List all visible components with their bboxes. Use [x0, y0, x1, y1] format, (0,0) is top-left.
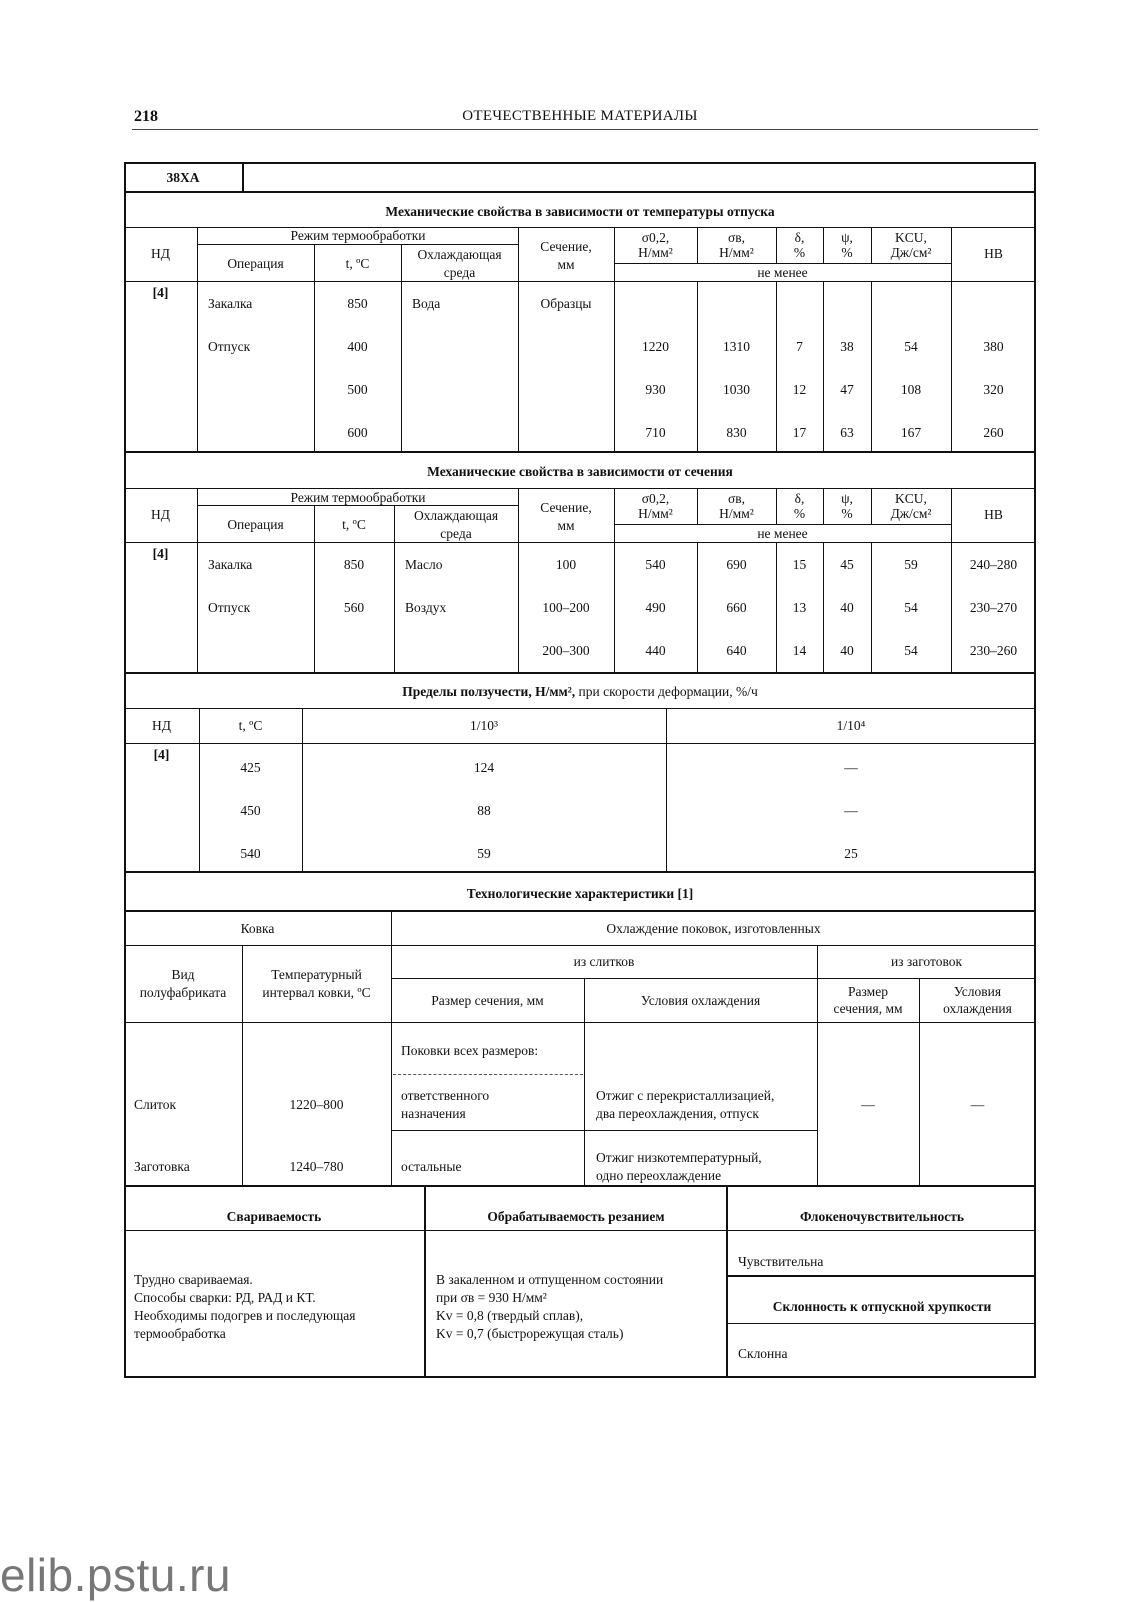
section-title-section: Механические свойства в зависимости от сечения [427, 464, 733, 479]
weld-title: Свариваемость [226, 1209, 322, 1224]
col-kcu: KCU, [895, 230, 927, 245]
table-cell: 320 [983, 382, 1004, 397]
table-cell: Вода [412, 296, 441, 311]
table-cell: Отпуск [208, 600, 251, 615]
flake-value: Чувствительна [738, 1254, 824, 1269]
col-operation: Операция [227, 256, 284, 271]
table-cell: 100–200 [542, 600, 590, 615]
table-cell: 230–270 [969, 600, 1018, 615]
running-title: ОТЕЧЕСТВЕННЫЕ МАТЕРИАЛЫ [462, 108, 698, 124]
watermark: elib.pstu.ru [0, 1549, 232, 1601]
nd-ref: [4] [152, 285, 169, 300]
table-cell: 40 [840, 643, 854, 658]
table-cell: 450 [240, 803, 261, 818]
table-cell: 100 [555, 557, 577, 572]
table-cell: Отжиг низкотемпературный, [596, 1150, 762, 1165]
nd-ref: [4] [152, 546, 169, 561]
col-mode: Режим термообработки [290, 228, 426, 243]
table-cell: 600 [347, 425, 368, 440]
col-hb: НВ [984, 246, 1003, 261]
table-cell: 25 [844, 846, 858, 861]
col-forging: Ковка [240, 921, 275, 936]
section-title-tech: Технологические характеристики [1] [466, 886, 694, 901]
table-cell: Заготовка [134, 1159, 190, 1174]
col-s02: σ0,2, [641, 230, 670, 245]
table-cell: Образцы [540, 296, 592, 311]
table-cell: 200–300 [542, 643, 590, 658]
table-cell: 560 [343, 600, 365, 615]
header-rule [132, 129, 1038, 130]
table-cell: 710 [645, 425, 666, 440]
table-cell: 88 [477, 803, 491, 818]
table-cell: 660 [726, 600, 747, 615]
table-cell: 167 [900, 425, 922, 440]
nd-ref: [4] [153, 747, 170, 762]
col-size: Размер сечения, мм [431, 993, 544, 1008]
machinability-title: Обрабатываемость резанием [487, 1209, 665, 1224]
table-cell: 850 [343, 557, 365, 572]
col-cooling: Охлаждение поковок, изготовленных [606, 921, 821, 936]
table-cell: 830 [726, 425, 747, 440]
table-cell: Отжиг с перекристаллизацией, [596, 1088, 775, 1103]
table-cell: 240–280 [969, 557, 1018, 572]
table-cell: 59 [477, 846, 491, 861]
section-title-creep: Пределы ползучести, Н/мм², при скорости деформации, %/ч [402, 684, 758, 699]
page-number: 218 [134, 108, 158, 125]
col-range: Температурный [271, 967, 362, 982]
table-cell: 230–260 [969, 643, 1018, 658]
table-cell: одно переохлаждение [596, 1168, 722, 1183]
table-cell: 490 [645, 600, 666, 615]
col-rate-1: 1/10³ [469, 718, 499, 733]
col-rate-2: 1/10⁴ [836, 718, 866, 733]
table-cell: 45 [840, 557, 854, 572]
weld-text-line: Необходимы подогрев и последующая [134, 1308, 356, 1323]
table-cell: 850 [347, 296, 368, 311]
col-billets: из заготовок [890, 954, 963, 969]
table-cell: 54 [904, 600, 918, 615]
grade-label: 38ХА [166, 170, 200, 185]
table-cell: 1310 [723, 339, 750, 354]
col-delta: δ, [794, 230, 805, 245]
table-cell: Закалка [208, 296, 253, 311]
table-cell: 540 [240, 846, 261, 861]
table-cell: 54 [904, 339, 918, 354]
table-cell: ответственного [401, 1088, 490, 1103]
table-cell: 14 [792, 643, 807, 658]
table-cell: 13 [792, 600, 807, 615]
machinability-text-line: Kv = 0,8 (твердый сплав), [436, 1308, 584, 1323]
divider [242, 162, 244, 192]
table-cell: 12 [792, 382, 807, 397]
col-psi: ψ, [841, 230, 853, 245]
table-cell: 540 [645, 557, 666, 572]
table-cell: 260 [983, 425, 1004, 440]
table-cell: 108 [900, 382, 922, 397]
col-size-billet: Размер [848, 984, 888, 999]
machinability-text-line: при σв = 930 Н/мм² [436, 1290, 547, 1305]
table-cell: Слиток [134, 1097, 176, 1112]
col-cond-billet: Условия [953, 984, 1002, 999]
table-cell: 40 [840, 600, 854, 615]
col-medium: Охлаждающая [417, 247, 502, 262]
billet-cond: — [970, 1097, 985, 1112]
machinability-text-line: В закаленном и отпущенном состоянии [436, 1272, 664, 1287]
table-cell: 425 [240, 760, 261, 775]
table-cell: 380 [983, 339, 1004, 354]
col-sb: σв, [727, 230, 746, 245]
weld-text-line: Способы сварки: РД, РАД и КТ. [134, 1290, 316, 1305]
col-temp: t, ºC [345, 256, 370, 271]
brittle-title: Склонность к отпускной хрупкости [772, 1299, 992, 1314]
flake-title: Флокеночувствительность [800, 1209, 964, 1224]
all-sizes-note: Поковки всех размеров: [401, 1043, 539, 1058]
table-cell: 1220–800 [289, 1097, 344, 1112]
table-cell: 54 [904, 643, 918, 658]
table-cell: Воздух [405, 600, 447, 615]
table-cell: 690 [726, 557, 747, 572]
table-cell: — [844, 760, 858, 775]
table-cell: 400 [347, 339, 368, 354]
table-cell: — [844, 803, 858, 818]
table-cell: 38 [840, 339, 854, 354]
table-cell: 640 [726, 643, 747, 658]
table-cell: 500 [347, 382, 368, 397]
table-cell: Закалка [208, 557, 253, 572]
table-cell: 47 [840, 382, 854, 397]
table-cell: 63 [840, 425, 854, 440]
table-cell: 1240–780 [289, 1159, 344, 1174]
table-cell: остальные [401, 1159, 462, 1174]
table-cell: 59 [904, 557, 918, 572]
table-cell: 1030 [723, 382, 750, 397]
col-nd: НД [151, 246, 170, 261]
section-title-tempering: Механические свойства в зависимости от температуры отпуска [385, 204, 775, 219]
col-kind: Вид [171, 967, 195, 982]
table-cell: два переохлаждения, отпуск [596, 1106, 759, 1121]
table-cell: 17 [792, 425, 807, 440]
not-less-label: не менее [757, 265, 808, 280]
table-cell: 7 [796, 339, 803, 354]
table-cell: 440 [645, 643, 666, 658]
table-cell: 1220 [642, 339, 669, 354]
col-section: Сечение, [540, 239, 592, 254]
weld-text-line: термообработка [134, 1326, 226, 1341]
brittle-value: Склонна [738, 1346, 788, 1361]
table-cell: Масло [405, 557, 443, 572]
table-cell: назначения [401, 1106, 466, 1121]
machinability-text-line: Kv = 0,7 (быстрорежущая сталь) [436, 1326, 624, 1341]
col-ingots: из слитков [573, 954, 635, 969]
table-cell: 124 [473, 760, 495, 775]
weld-text-line: Трудно свариваемая. [134, 1272, 253, 1287]
table-cell: 930 [645, 382, 666, 397]
col-cond: Условия охлаждения [640, 993, 761, 1008]
table-cell: 15 [792, 557, 807, 572]
table-cell: Отпуск [208, 339, 251, 354]
divider [124, 191, 1036, 193]
billet-size: — [861, 1097, 875, 1112]
